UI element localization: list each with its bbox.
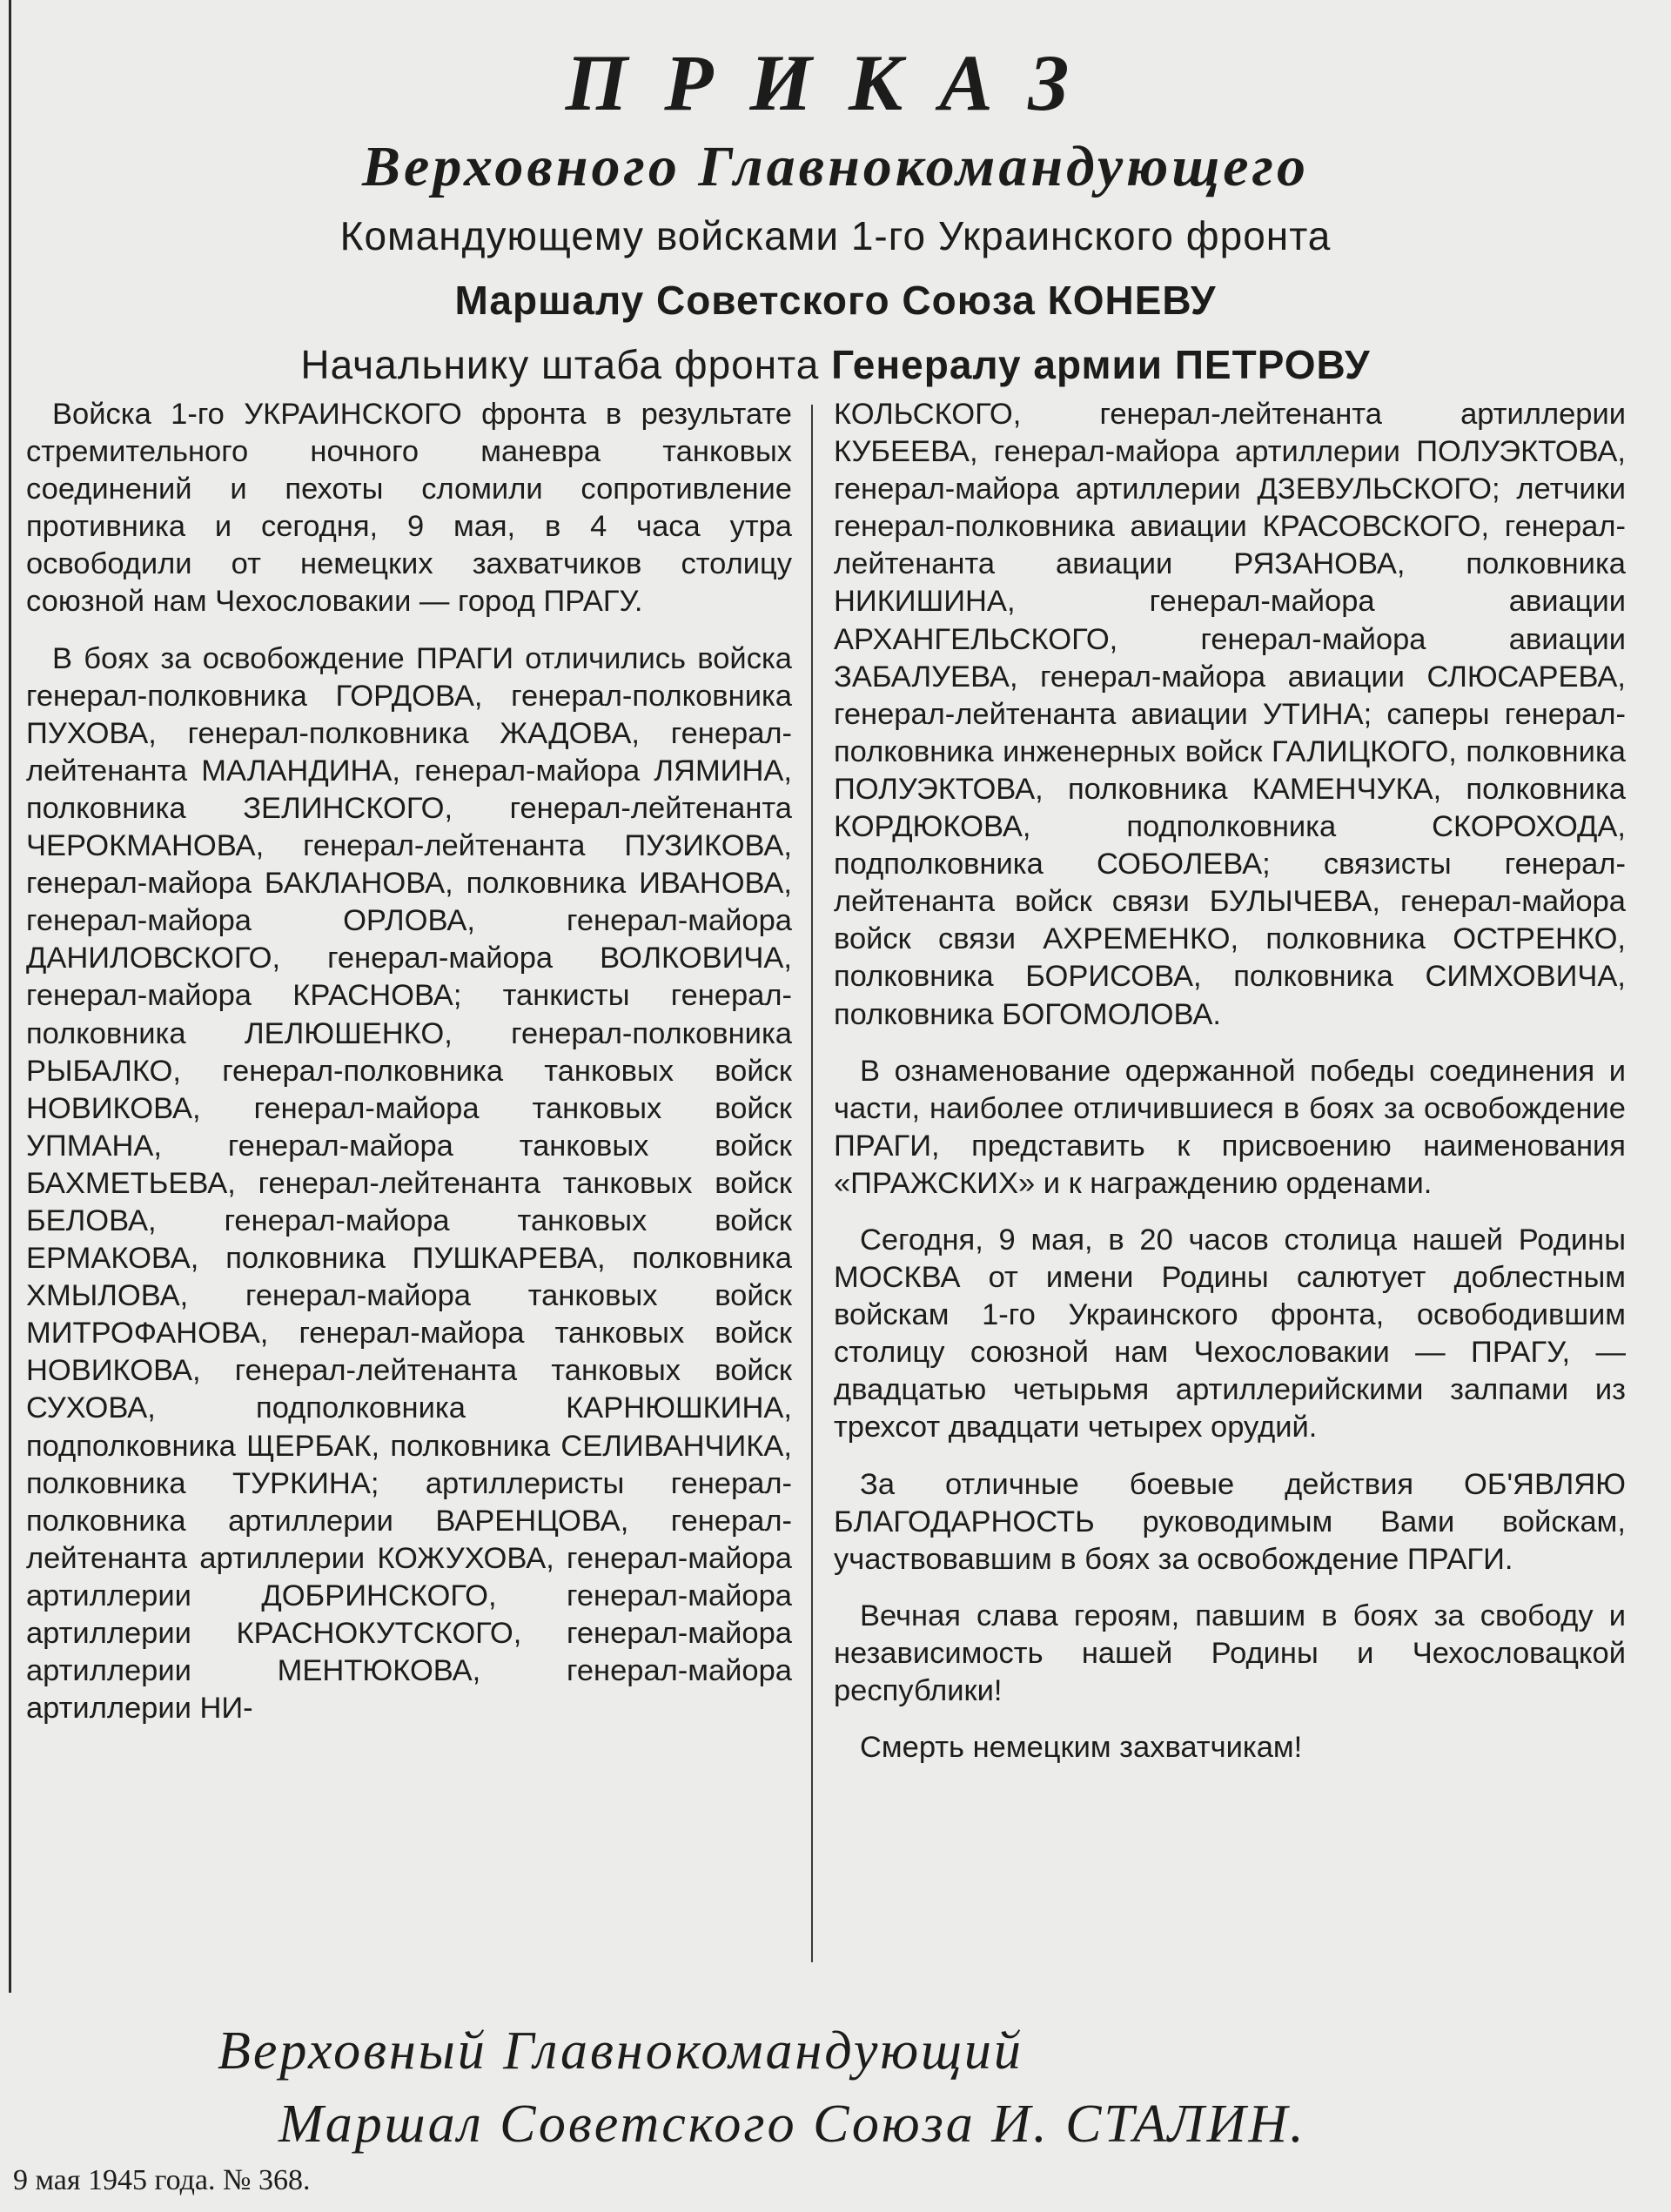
- signature-block: [0, 2014, 1671, 2161]
- right-paragraph-5: Вечная слава героям, павшим в боях за свободу и независимость нашей Родины и Чехословацкой республики!: [834, 1599, 1626, 1707]
- signature-name: Маршал Советского Союза И. СТАЛИН.: [278, 2095, 1306, 2154]
- addressee-line-2-text: Маршалу Советского Союза КОНЕВУ: [454, 278, 1217, 323]
- addressee-line-3-plain: Начальнику штаба фронта: [300, 342, 820, 387]
- order-title: ПРИКАЗ: [565, 38, 1106, 127]
- left-paragraph-1: Войска 1-го УКРАИНСКОГО фронта в результате стремительного ночного маневра танковых соединений и пехоты сломили сопротивление противника и сегодня, 9 мая, в 4 часа утра освободили от немецких захватчиков столицу союзной нам Чехословакии — город ПРАГУ.: [26, 398, 792, 619]
- right-paragraph-4: За отличные боевые действия ОБ'ЯВЛЯЮ БЛАГОДАРНОСТЬ руководимым Вами войскам, участвовавшим в боях за освобождение ПРАГИ.: [834, 1467, 1626, 1576]
- column-divider: [811, 405, 813, 1962]
- left-paragraph-2: В боях за освобождение ПРАГИ отличились войска генерал-полковника ГОРДОВА, генерал-полковника ПУХОВА, генерал-полковника ЖАДОВА, генерал-лейтенанта МАЛАНДИНА, генерал-майора ЛЯМИНА, полковника ЗЕЛИНСКОГО, генерал-лейтенанта ЧЕРОКМАНОВА, генерал-лейтенанта ПУЗИКОВА, генерал-майора БАКЛАНОВА, полковника ИВАНОВА, генерал-майора ОРЛОВА, генерал-майора ДАНИЛОВСКОГО, генерал-майора ВОЛКОВИЧА, генерал-майора КРАСНОВА; танкисты генерал-полковника ЛЕЛЮШЕНКО, генерал-полковника РЫБАЛКО, генерал-полковника танковых войск НОВИКОВА, генерал-майора танковых войск УПМАНА, генерал-майора танковых войск БАХМЕТЬЕВА, генерал-лейтенанта танковых войск БЕЛОВА, генерал-майора танковых войск ЕРМАКОВА, полковника ПУШКАРЕВА, полковника ХМЫЛОВА, генерал-майора танковых войск МИТРОФАНОВА, генерал-майора танковых войск НОВИКОВА, генерал-лейтенанта танковых войск СУХОВА, подполковника КАРНЮШКИНА, подполковника ЩЕРБАК, полковника СЕЛИВАНЧИКА, полковника ТУРКИНА; артиллеристы генерал-полковника артиллерии ВАРЕНЦОВА, генерал-лейтенанта артиллерии КОЖУХОВА, генерал-майора артиллерии ДОБРИНСКОГО, генерал-майора артиллерии КРАСНОКУТСКОГО, генерал-майора артиллерии МЕНТЮКОВА, генерал-майора артиллерии НИ-: [26, 641, 792, 1726]
- right-column: [834, 396, 1626, 1766]
- addressee-line-3-bold: Генералу армии ПЕТРОВУ: [831, 342, 1371, 387]
- addressee-line-3: [0, 332, 1671, 397]
- addressee-line-2: [0, 268, 1671, 332]
- order-subtitle: Верховного Главнокомандующего: [362, 135, 1309, 198]
- right-paragraph-2: В ознаменование одержанной победы соединения и части, наиболее отличившиеся в боях за освобождение ПРАГИ, представить к присвоению наименования «ПРАЖСКИХ» и к награждению орденами.: [834, 1054, 1626, 1200]
- right-paragraph-6: Смерть немецким захватчикам!: [860, 1731, 1303, 1765]
- addressee-line-1: Командующему войсками 1-го Украинского фронта: [339, 213, 1332, 258]
- right-paragraph-1: КОЛЬСКОГО, генерал-лейтенанта артиллерии КУБЕЕВА, генерал-майора артиллерии ПОЛУЭКТОВА, генерал-майора артиллерии ДЗЕВУЛЬСКОГО; летчики генерал-полковника авиации КРАСОВСКОГО, генерал-лейтенанта авиации РЯЗАНОВА, полковника НИКИШИНА, генерал-майора авиации АРХАНГЕЛЬСКОГО, генерал-майора авиации ЗАБАЛУЕВА, генерал-майора авиации СЛЮСАРЕВА, генерал-лейтенанта авиации УТИНА; саперы генерал-полковника инженерных войск ГАЛИЦКОГО, полковника ПОЛУЭКТОВА, полковника КАМЕНЧУКА, полковника КОРДЮКОВА, подполковника СКОРОХОДА, подполковника СОБОЛЕВА; связисты генерал-лейтенанта войск связи БУЛЫЧЕВА, генерал-майора войск связи АХРЕМЕНКО, полковника ОСТРЕНКО, полковника БОРИСОВА, полковника СИМХОВИЧА, полковника БОГОМОЛОВА.: [834, 398, 1626, 1031]
- right-paragraph-3: Сегодня, 9 мая, в 20 часов столица нашей Родины МОСКВА от имени Родины салютует доблестным войскам 1-го Украинского фронта, освободившим столицу союзной нам Чехословакии — ПРАГУ, — двадцатью четырьмя артиллерийскими залпами из трехсот двадцати четырех орудий.: [834, 1223, 1626, 1445]
- signature-title: Верховный Главнокомандующий: [218, 2021, 1023, 2081]
- body-columns: [0, 396, 1671, 1980]
- left-column: [26, 396, 792, 1727]
- order-header: [0, 35, 1671, 397]
- order-date: 9 мая 1945 года. № 368.: [13, 2164, 311, 2196]
